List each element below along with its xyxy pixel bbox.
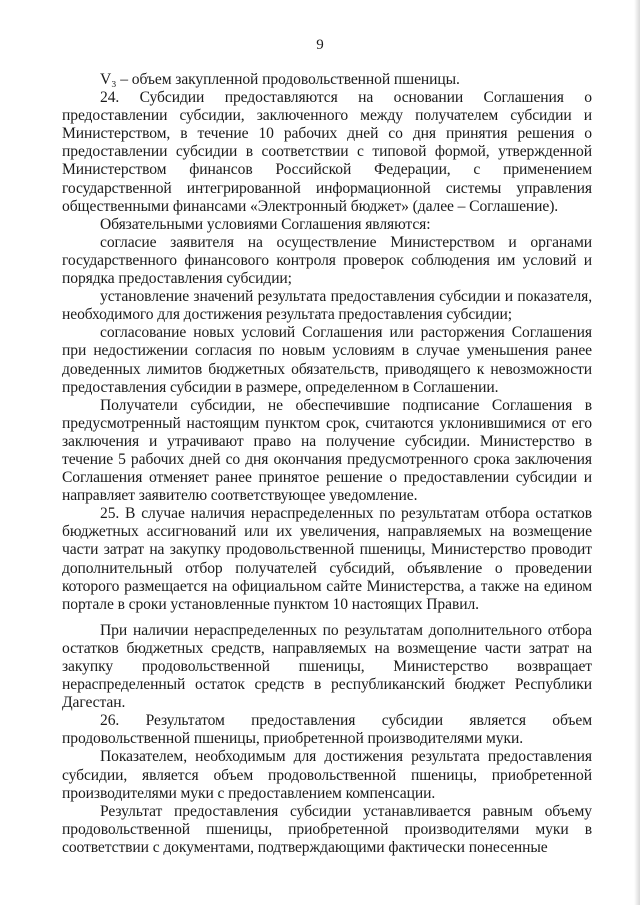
paragraph-item-26: 26. Результатом предоставления субсидии является объем продовольственной пшеницы, приобретенной производителями муки. [62,712,592,748]
paragraph-indicator: Показателем, необходимым для достижения результата предоставления субсидии, является объем продовольственной пшеницы, приобретенной производителями муки с предоставлением компенсации. [62,748,592,802]
paragraph-condition-result-values: установление значений результата предоставления субсидии и показателя, необходимого для достижения результата предоставления субсидии; [62,288,592,324]
paragraph-remaining-funds: При наличии нераспределенных по результатам дополнительного отбора остатков бюджетных средств, направляемых на возмещение части затрат на закупку продовольственной пшеницы, Министерство возвращает нераспределенный остаток средств в республиканский бюджет Республики Дагестан. [62,621,592,712]
paragraph-result-equal: Результат предоставления субсидии устанавливается равным объему продовольственной пшеницы, приобретенной производителями муки в соответствии с документами, подтверждающими фактически понесенные [62,802,592,856]
paragraph-v3-definition: V₃ – объем закупленной продовольственной пшеницы. [100,71,460,88]
paragraph-mandatory-conditions: Обязательными условиями Соглашения являются: [100,215,431,233]
paragraph-condition-consent: согласие заявителя на осуществление Министерством и органами государственного финансового контроля проверок соблюдения им условий и порядка предоставления субсидии; [62,233,592,288]
page-number: 9 [316,37,324,53]
paragraph-item-25: 25. В случае наличия нераспределенных по результатам отбора остатков бюджетных ассигнований или их увеличения, направляемых на возмещение части затрат на закупку продовольственной пшеницы, Министерство проводит дополнительный отбор получателей субсидий, объявление о проведении которого размещается на официальном сайте Министерства, а также на едином портале в сроки установленные пунктом 10 настоящих Правил. [62,505,592,613]
paragraph-item-24: 24. Субсидии предоставляются на основании Соглашения о предоставлении субсидии, заключенного между получателем субсидии и Министерством, в течение 10 рабочих дней со дня принятия решения о предоставлении субсидии в соответствии с типовой формой, утвержденной Министерством финансов Российской Федерации, с применением государственной интегрированной информационной системы управления общественными финансами «Электронный бюджет» (далее – Соглашение). [62,89,592,215]
document-body [62,71,592,857]
page-edge-shadow [634,0,640,905]
paragraph-recipients-not-signed: Получатели субсидии, не обеспечившие подписание Соглашения в предусмотренный настоящим пунктом срок, считаются уклонившимися от его заключения и утрачивают право на получение субсидии. Министерство в течение 5 рабочих дней со дня окончания предусмотренного срока заключения Соглашения отменяет ранее принятое решение о предоставлении субсидии и направляет заявителю соответствующее уведомление. [62,396,592,505]
paragraph-condition-new-terms: согласование новых условий Соглашения или расторжения Соглашения при недостижении согласия по новым условиям в случае уменьшения ранее доведенных лимитов бюджетных обязательств, приводящего к невозможности предоставления субсидии в размере, определенном в Соглашении. [62,324,592,396]
